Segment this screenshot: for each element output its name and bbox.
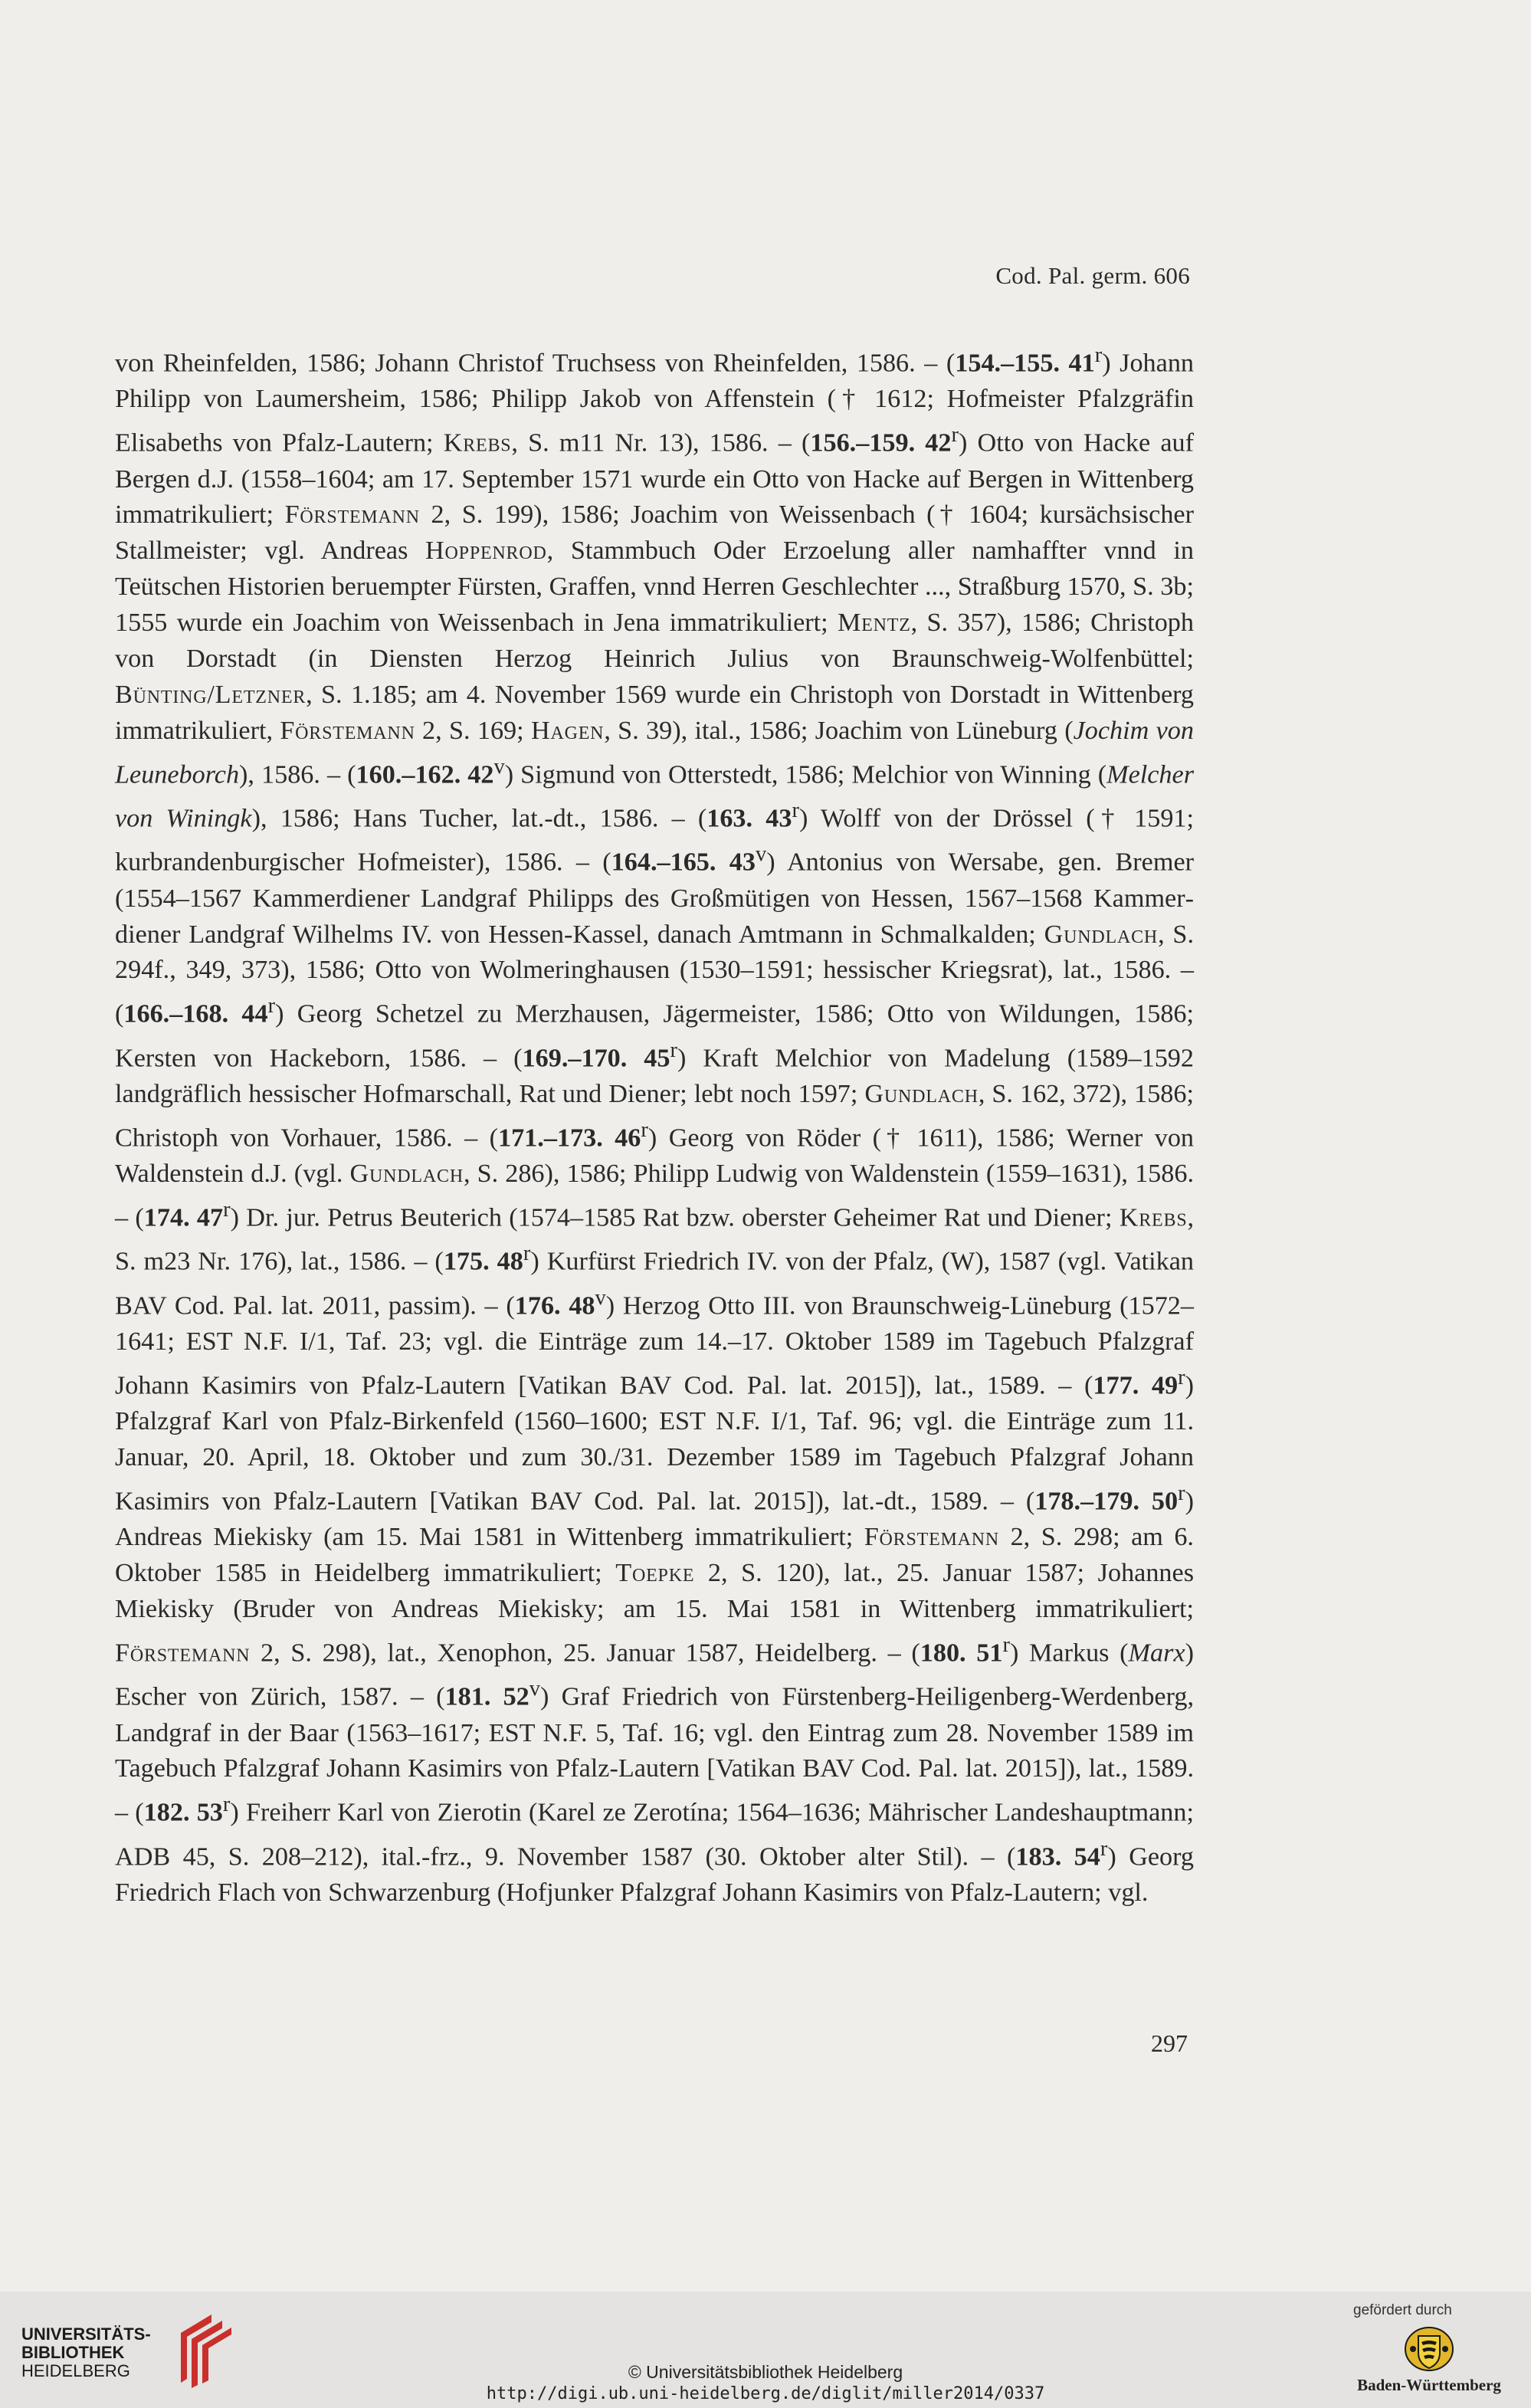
folio-side: r [1178,1481,1185,1505]
funded-by-label: gefördert durch [1353,2302,1452,2318]
text-run: ) Johann Philipp von Laumersheim, 1586; Philipp Jakob von Affenstein († 1612; Hofmeister Pfalzgräfin Elisabeths von Pfalz-Lautern; [115,349,1195,458]
text-run: 2, S. 199), 1586; Joachim von Weissenbach († 1604; kursächsischer Stallmeister; vgl. Andreas [115,500,1194,566]
reference-author: Hoppenrod [425,536,547,566]
text-run: ) Antonius von Wersabe, gen. Bremer (1554–1567 Kammerdiener Landgraf Philipps des Großmütigen von Hessen, 1567–1568 Kammerdiener Landgraf Wilhelms IV. von Hessen-Kassel, danach Amtmann in Schmalkalden; [115,848,1195,949]
entry-number: 156.–159. 42 [810,428,952,458]
folio-side: v [529,1677,541,1701]
funder-block [1341,2302,1517,2402]
text-run: 2, S. 298), lat., Xenophon, 25. Januar 1587, Heidelberg. – ( [250,1639,920,1668]
funder-name: Baden-Württemberg [1357,2376,1501,2394]
folio-side: r [670,1038,677,1062]
folio-side: r [641,1117,648,1142]
text-run: ) Markus ( [1009,1639,1129,1668]
reference-author: Förstemann [280,716,415,745]
coat-of-arms-icon [1404,2324,1454,2374]
reference-author: Mentz [837,609,911,638]
folio-side: r [222,1793,231,1817]
original-spelling: Melcher von Winingk [115,760,1195,833]
folio-side: v [493,754,505,779]
text-run: , S. 357), 1586; Christoph von Dorstadt (in Diensten Herzog Heinrich Julius von Braunschweig-Wolfenbüttel; [115,609,1194,674]
body-text [115,338,1194,1911]
entry-number: 175. 48 [443,1247,523,1276]
text-run: , S. 294f., 349, 373), 1586; Otto von Wolmeringhausen (1530–1591; hessischer Kriegsrat), lat., 1586. – ( [115,920,1194,1028]
entry-number: 183. 54 [1015,1842,1100,1872]
text-run: ) Dr. jur. Petrus Beuterich (1574–1585 Rat bzw. oberster Geheimer Rat und Diener; [230,1203,1120,1232]
folio-side: r [1178,1365,1185,1389]
copyright-notice [0,2362,1531,2404]
reference-author: Hagen [530,716,605,745]
entry-number: 177. 49 [1093,1371,1179,1400]
reference-author: Gundlach [1044,920,1159,949]
permalink[interactable]: http://digi.ub.uni-heidelberg.de/diglit/miller2014/0337 [486,2384,1045,2403]
text-run: , Stammbuch Oder Erzoelung aller namhaffter vnnd in Teütschen Historien beruempter Fürsten, Graffen, vnnd Herren Geschlechter ..., Straßburg 1570, S. 3b; 1555 wurde ein Joachim von Weissenbach in Jena immatrikuliert; [115,536,1194,638]
text-run: von Rheinfelden, 1586; Johann Christof Truchsess von Rheinfelden, 1586. – ( [115,349,956,378]
reference-author: Förstemann [864,1523,1000,1552]
reference-author: Bünting/Letzner [115,680,307,709]
text-run: ), 1586; Hans Tucher, lat.-dt., 1586. – ( [251,804,707,833]
entry-number: 178.–179. 50 [1034,1487,1179,1516]
text-run: ) Herzog Otto III. von Braunschweig-Lüneburg (1572–1641; EST N.F. I/1, Taf. 23; vgl. die Einträge zum 14.–17. Oktober 1589 im Tagebuch Pfalzgraf Johann Kasimirs von Pfalz-Lautern [Vatikan BAV Cod. Pal. lat. 2015]), lat., 1589. – ( [115,1291,1194,1400]
reference-author: Gundlach [864,1079,979,1108]
text-run: ) Sigmund von Otterstedt, 1586; Melchior von Winning ( [504,760,1107,789]
page-number: 297 [1151,2029,1188,2057]
text-run: ) Andreas Miekisky (am 15. Mai 1581 in Wittenberg immatrikuliert; [115,1487,1194,1552]
text-run: 2, S. 298; am 6. Oktober 1585 in Heidelberg immatrikuliert; [115,1523,1194,1588]
original-spelling: Marx [1128,1639,1185,1668]
text-run: ) Georg Schetzel zu Merzhausen, Jägermeister, 1586; Otto von Wildungen, 1586; Kersten von Hackeborn, 1586. – ( [115,999,1194,1073]
entry-number: 181. 52 [444,1682,529,1711]
text-run: ) Escher von Zürich, 1587. – ( [115,1639,1194,1711]
library-name-line3: HEIDELBERG [21,2361,130,2380]
folio-side: r [1002,1632,1010,1657]
entry-number: 176. 48 [514,1291,595,1320]
library-name-line1: UNIVERSITÄTS- [21,2324,151,2344]
text-run: ) Graf Friedrich von Fürstenberg-Heiligenberg-Werdenberg, Landgraf in der Baar (1563–1617; EST N.F. 5, Taf. 16; vgl. den Eintrag zum 28. November 1589 im Tagebuch Pfalzgraf Johann Kasimirs von Pfalz-Lautern [Vatikan BAV Cod. Pal. lat. 2015]), lat., 1589. – ( [115,1682,1195,1827]
folio-side: r [1100,1836,1108,1861]
folio-side: r [792,799,799,823]
text-run: 2, S. 120), lat., 25. Januar 1587; Johannes Miekisky (Bruder von Andreas Miekisky; am 15. Mai 1581 in Wittenberg immatrikuliert; [115,1559,1195,1624]
text-run: ) Otto von Hacke auf Bergen d.J. (1558–1604; am 17. September 1571 wurde ein Otto von Hacke auf Bergen in Wittenberg immatrikuliert; [115,428,1195,530]
text-run: ) Kurfürst Friedrich IV. von der Pfalz, (W), 1587 (vgl. Vatikan BAV Cod. Pal. lat. 2011, passim). – ( [115,1247,1194,1320]
folio-side: r [523,1242,531,1266]
text-run: , S. m11 Nr. 13), 1586. – ( [511,428,811,458]
running-header: Cod. Pal. germ. 606 [995,262,1190,289]
entry-number: 163. 43 [706,804,792,833]
reference-author: Förstemann [284,500,420,530]
text-run: ) Wolff von der Drössel († 1591; kurbrandenburgischer Hofmeister), 1586. – ( [115,804,1195,877]
folio-side: r [1094,343,1103,367]
entry-number: 171.–173. 46 [497,1124,641,1153]
reference-author: Gundlach [349,1160,464,1189]
folio-side: r [223,1198,231,1222]
text-run: ) Kraft Melchior von Madelung (1589–1592 landgräflich hessischer Hofmarschall, Rat und Diener; lebt noch 1597; [115,1044,1194,1108]
entry-number: 180. 51 [920,1639,1003,1668]
text-run: ) Pfalzgraf Karl von Pfalz-Birkenfeld (1560–1600; EST N.F. I/1, Taf. 96; vgl. die Einträge zum 11. Januar, 20. April, 18. Oktober und zum 30./31. Dezember 1589 im Tagebuch Pfalzgraf Johann Kasimirs von Pfalz-Lautern [Vatikan BAV Cod. Pal. lat. 2015]), lat.-dt., 1589. – ( [115,1371,1195,1516]
text-run: , S. m23 Nr. 176), lat., 1586. – ( [115,1203,1195,1276]
folio-side: r [267,994,276,1019]
text-run: , S. 1.185; am 4. November 1569 wurde ein Christoph von Dorstadt in Wittenberg immatrikuliert, [115,680,1194,745]
text-run: ) Freiherr Karl von Zierotin (Karel ze Zerotína; 1564–1636; Mährischer Landeshauptmann; ADB 45, S. 208–212), ital.-frz., 9. November 1587 (30. Oktober alter Stil). – ( [115,1798,1194,1872]
reference-author: Krebs [1119,1203,1188,1232]
folio-side: r [951,423,959,448]
folio-side: v [595,1285,606,1310]
entry-number: 166.–168. 44 [123,999,268,1028]
entry-number: 154.–155. 41 [955,349,1095,378]
folio-side: v [755,842,767,867]
entry-number: 182. 53 [143,1798,223,1827]
copyright-text: © Universitätsbibliothek Heidelberg [628,2362,903,2382]
reference-author: Förstemann [115,1639,251,1668]
text-run: , S. 39), ital., 1586; Joachim von Lüneburg ( [604,716,1074,745]
text-run: 2, S. 169; [415,716,531,745]
text-run: ), 1586. – ( [239,760,356,789]
text-run: , S. 286), 1586; Philipp Ludwig von Waldenstein (1559–1631), 1586. – ( [115,1160,1194,1232]
entry-number: 164.–165. 43 [611,848,756,877]
library-name-line2: BIBLIOTHEK [21,2343,125,2362]
entry-number: 174. 47 [143,1203,224,1232]
catalog-entry-paragraph [115,338,1194,1911]
text-run: ) Georg von Röder († 1611), 1586; Werner von Waldenstein d.J. (vgl. [115,1124,1195,1189]
digitization-footer [0,2292,1531,2408]
text-run: ) Georg Friedrich Flach von Schwarzenburg (Hofjunker Pfalzgraf Johann Kasimirs von Pfalz-Lautern; vgl. [115,1842,1195,1907]
reference-author: Toepke [615,1559,695,1588]
reference-author: Krebs [443,428,512,458]
original-spelling: Jochim von Leuneborch [115,716,1194,789]
entry-number: 160.–162. 42 [356,760,494,789]
entry-number: 169.–170. 45 [522,1044,670,1073]
text-run: , S. 162, 372), 1586; Christoph von Vorhauer, 1586. – ( [115,1079,1194,1153]
